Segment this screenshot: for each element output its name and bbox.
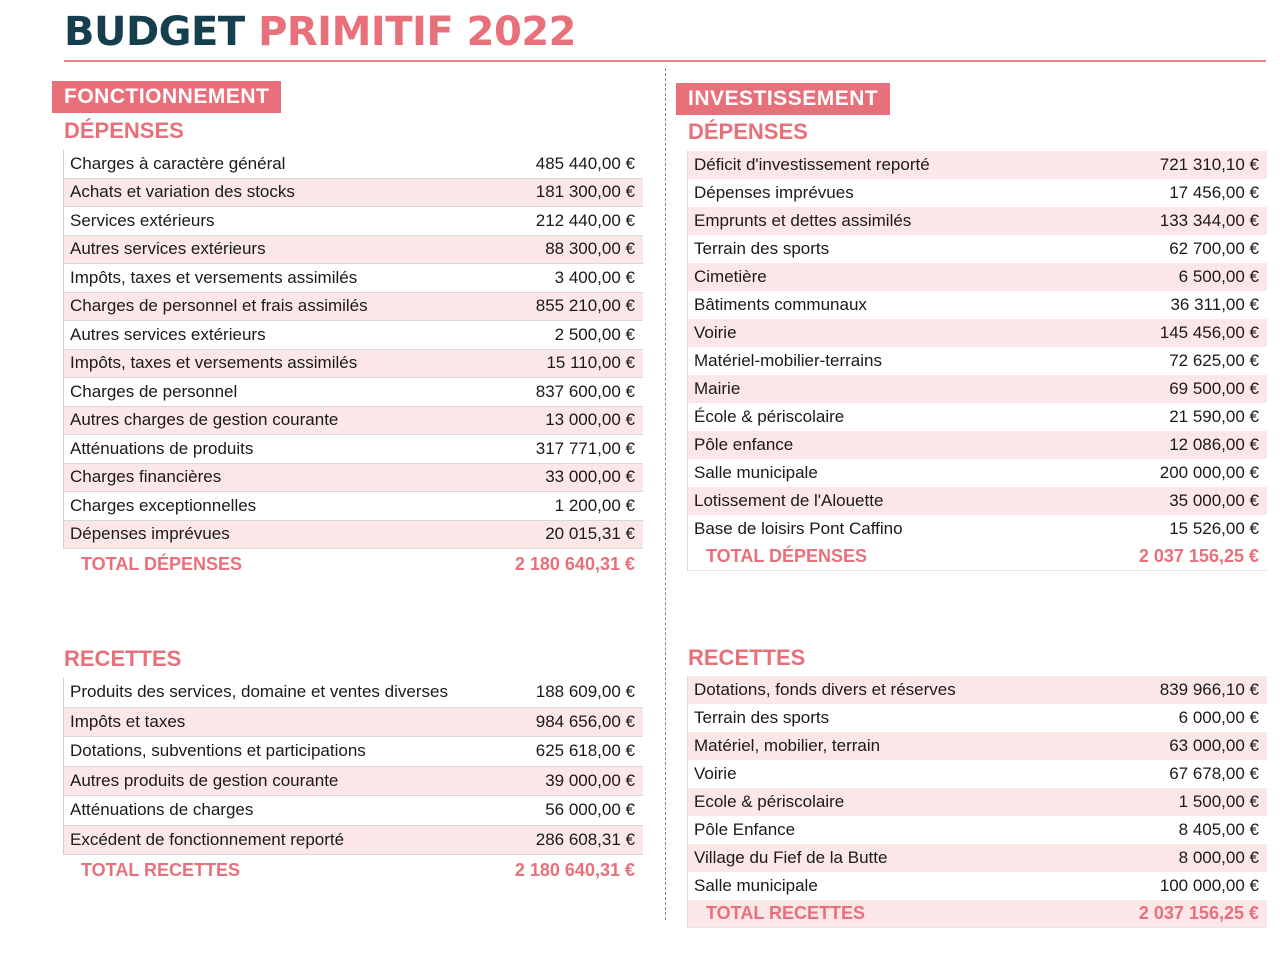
table-row bbox=[687, 732, 1267, 760]
row-label: Produits des services, domaine et ventes diverses bbox=[70, 682, 448, 702]
row-amount: 721 310,10 € bbox=[1159, 155, 1259, 174]
row-label: Dépenses imprévues bbox=[70, 524, 230, 544]
row-label: Lotissement de l'Alouette bbox=[694, 491, 884, 510]
table-row bbox=[63, 767, 643, 797]
investissement-depenses-heading: DÉPENSES bbox=[688, 119, 808, 144]
row-amount: 15 110,00 € bbox=[546, 353, 635, 373]
row-label: Déficit d'investissement reporté bbox=[694, 155, 930, 174]
title-rule bbox=[64, 60, 1266, 62]
row-label: Services extérieurs bbox=[70, 210, 215, 230]
section-investissement-label: INVESTISSEMENT bbox=[676, 83, 890, 115]
table-row bbox=[687, 872, 1267, 900]
total-amount: 2 180 640,31 € bbox=[514, 859, 635, 880]
row-amount: 855 210,00 € bbox=[535, 296, 635, 316]
table-row bbox=[687, 459, 1267, 487]
table-row bbox=[687, 760, 1267, 788]
row-label: École & périscolaire bbox=[694, 407, 845, 426]
row-label: Atténuations de produits bbox=[70, 438, 254, 458]
row-label: Charges exceptionnelles bbox=[70, 495, 257, 515]
row-label: Impôts, taxes et versements assimilés bbox=[70, 353, 358, 373]
fonctionnement-recettes-table bbox=[63, 678, 643, 885]
row-amount: 100 000,00 € bbox=[1159, 876, 1259, 895]
row-amount: 8 405,00 € bbox=[1178, 820, 1259, 839]
table-row bbox=[63, 708, 643, 738]
table-row bbox=[63, 492, 643, 521]
row-label: Pôle enfance bbox=[694, 435, 794, 454]
row-label: Matériel-mobilier-terrains bbox=[694, 351, 882, 370]
row-amount: 839 966,10 € bbox=[1159, 680, 1259, 699]
table-row bbox=[687, 207, 1267, 235]
row-amount: 8 000,00 € bbox=[1178, 848, 1259, 867]
row-label: Dotations, subventions et participations bbox=[70, 741, 366, 761]
table-row bbox=[63, 378, 643, 407]
row-label: Autres charges de gestion courante bbox=[70, 410, 339, 430]
row-label: Voirie bbox=[694, 323, 737, 342]
row-label: Salle municipale bbox=[694, 876, 818, 895]
row-label: Autres services extérieurs bbox=[70, 239, 266, 259]
row-amount: 133 344,00 € bbox=[1159, 211, 1259, 230]
row-amount: 1 500,00 € bbox=[1178, 792, 1259, 811]
row-amount: 1 200,00 € bbox=[554, 495, 635, 515]
row-amount: 2 500,00 € bbox=[554, 324, 635, 344]
row-amount: 145 456,00 € bbox=[1159, 323, 1259, 342]
row-amount: 39 000,00 € bbox=[545, 770, 635, 790]
row-label: Excédent de fonctionnement reporté bbox=[70, 829, 345, 849]
row-label: Dépenses imprévues bbox=[694, 183, 854, 202]
row-amount: 984 656,00 € bbox=[535, 711, 635, 731]
table-row bbox=[687, 319, 1267, 347]
row-amount: 286 608,31 € bbox=[535, 829, 635, 849]
table-row bbox=[687, 431, 1267, 459]
table-row bbox=[63, 207, 643, 236]
row-amount: 188 609,00 € bbox=[535, 682, 635, 702]
row-label: Terrain des sports bbox=[694, 239, 830, 258]
row-amount: 72 625,00 € bbox=[1169, 351, 1259, 370]
row-label: Autres produits de gestion courante bbox=[70, 770, 339, 790]
row-amount: 15 526,00 € bbox=[1169, 519, 1259, 538]
fonctionnement-depenses-table bbox=[63, 150, 643, 579]
table-row bbox=[63, 826, 643, 856]
row-label: Charges financières bbox=[70, 467, 222, 487]
row-amount: 88 300,00 € bbox=[545, 239, 635, 259]
row-amount: 6 000,00 € bbox=[1178, 708, 1259, 727]
page-title bbox=[64, 4, 576, 60]
row-amount: 56 000,00 € bbox=[545, 800, 635, 820]
row-amount: 837 600,00 € bbox=[535, 381, 635, 401]
total-label: TOTAL DÉPENSES bbox=[81, 553, 243, 574]
title-budget: BUDGET bbox=[64, 9, 245, 55]
row-label: Cimetière bbox=[694, 267, 767, 286]
row-label: Impôts et taxes bbox=[70, 711, 186, 731]
row-label: Achats et variation des stocks bbox=[70, 182, 295, 202]
row-label: Ecole & périscolaire bbox=[694, 792, 845, 811]
table-row bbox=[63, 264, 643, 293]
fonctionnement-recettes-heading: RECETTES bbox=[64, 646, 182, 671]
table-row bbox=[63, 464, 643, 493]
row-amount: 3 400,00 € bbox=[554, 267, 635, 287]
table-row bbox=[687, 347, 1267, 375]
row-amount: 200 000,00 € bbox=[1159, 463, 1259, 482]
investissement-recettes-total-row bbox=[687, 900, 1267, 928]
table-row bbox=[63, 521, 643, 550]
row-label: Voirie bbox=[694, 764, 737, 783]
row-label: Pôle Enfance bbox=[694, 820, 796, 839]
investissement-recettes-table bbox=[687, 676, 1267, 928]
row-label: Mairie bbox=[694, 379, 741, 398]
row-label: Dotations, fonds divers et réserves bbox=[694, 680, 956, 699]
table-row bbox=[687, 291, 1267, 319]
row-amount: 36 311,00 € bbox=[1170, 295, 1259, 314]
table-row bbox=[63, 236, 643, 265]
row-amount: 69 500,00 € bbox=[1169, 379, 1259, 398]
row-amount: 62 700,00 € bbox=[1169, 239, 1259, 258]
table-row bbox=[687, 263, 1267, 291]
row-label: Village du Fief de la Butte bbox=[694, 848, 888, 867]
total-amount: 2 037 156,25 € bbox=[1138, 546, 1259, 566]
row-label: Atténuations de charges bbox=[70, 800, 254, 820]
table-row bbox=[687, 235, 1267, 263]
row-amount: 625 618,00 € bbox=[535, 741, 635, 761]
table-row bbox=[687, 487, 1267, 515]
table-row bbox=[63, 435, 643, 464]
row-amount: 212 440,00 € bbox=[535, 210, 635, 230]
row-amount: 181 300,00 € bbox=[535, 182, 635, 202]
row-amount: 17 456,00 € bbox=[1169, 183, 1259, 202]
row-label: Emprunts et dettes assimilés bbox=[694, 211, 912, 230]
table-row bbox=[687, 676, 1267, 704]
row-amount: 63 000,00 € bbox=[1169, 736, 1259, 755]
row-amount: 20 015,31 € bbox=[545, 524, 635, 544]
table-row bbox=[687, 179, 1267, 207]
row-amount: 67 678,00 € bbox=[1169, 764, 1259, 783]
row-label: Bâtiments communaux bbox=[694, 295, 867, 314]
table-row bbox=[63, 737, 643, 767]
row-label: Charges de personnel et frais assimilés bbox=[70, 296, 368, 316]
table-row bbox=[63, 407, 643, 436]
row-amount: 12 086,00 € bbox=[1169, 435, 1259, 454]
table-row bbox=[63, 150, 643, 179]
row-amount: 317 771,00 € bbox=[535, 438, 635, 458]
total-amount: 2 180 640,31 € bbox=[514, 553, 635, 574]
table-row bbox=[63, 293, 643, 322]
table-row bbox=[63, 796, 643, 826]
table-row bbox=[63, 179, 643, 208]
table-row bbox=[687, 844, 1267, 872]
table-row bbox=[687, 788, 1267, 816]
total-amount: 2 037 156,25 € bbox=[1138, 903, 1259, 923]
investissement-recettes-heading: RECETTES bbox=[688, 645, 806, 670]
fonctionnement-depenses-total-row bbox=[63, 549, 643, 579]
row-label: Charges à caractère général bbox=[70, 153, 286, 173]
row-label: Salle municipale bbox=[694, 463, 818, 482]
section-fonctionnement-label: FONCTIONNEMENT bbox=[52, 81, 281, 113]
total-label: TOTAL RECETTES bbox=[81, 859, 241, 880]
total-label: TOTAL RECETTES bbox=[706, 903, 866, 923]
row-amount: 35 000,00 € bbox=[1169, 491, 1259, 510]
row-label: Impôts, taxes et versements assimilés bbox=[70, 267, 358, 287]
table-row bbox=[687, 704, 1267, 732]
table-row bbox=[687, 375, 1267, 403]
table-row bbox=[687, 816, 1267, 844]
investissement-depenses-table bbox=[687, 151, 1267, 571]
row-label: Terrain des sports bbox=[694, 708, 830, 727]
total-label: TOTAL DÉPENSES bbox=[706, 546, 868, 566]
table-row bbox=[687, 151, 1267, 179]
row-amount: 6 500,00 € bbox=[1178, 267, 1259, 286]
table-row bbox=[63, 321, 643, 350]
row-amount: 13 000,00 € bbox=[545, 410, 635, 430]
row-amount: 33 000,00 € bbox=[545, 467, 635, 487]
table-row bbox=[687, 515, 1267, 543]
row-label: Charges de personnel bbox=[70, 381, 238, 401]
row-amount: 485 440,00 € bbox=[535, 153, 635, 173]
row-label: Base de loisirs Pont Caffino bbox=[694, 519, 903, 538]
row-amount: 21 590,00 € bbox=[1169, 407, 1259, 426]
investissement-depenses-total-row bbox=[687, 543, 1267, 571]
table-row bbox=[63, 678, 643, 708]
table-row bbox=[63, 350, 643, 379]
fonctionnement-depenses-heading: DÉPENSES bbox=[64, 118, 184, 143]
row-label: Autres services extérieurs bbox=[70, 324, 266, 344]
title-primitif: PRIMITIF 2022 bbox=[258, 9, 576, 55]
fonctionnement-recettes-total-row bbox=[63, 855, 643, 885]
table-row bbox=[687, 403, 1267, 431]
row-label: Matériel, mobilier, terrain bbox=[694, 736, 881, 755]
column-divider bbox=[665, 68, 666, 920]
